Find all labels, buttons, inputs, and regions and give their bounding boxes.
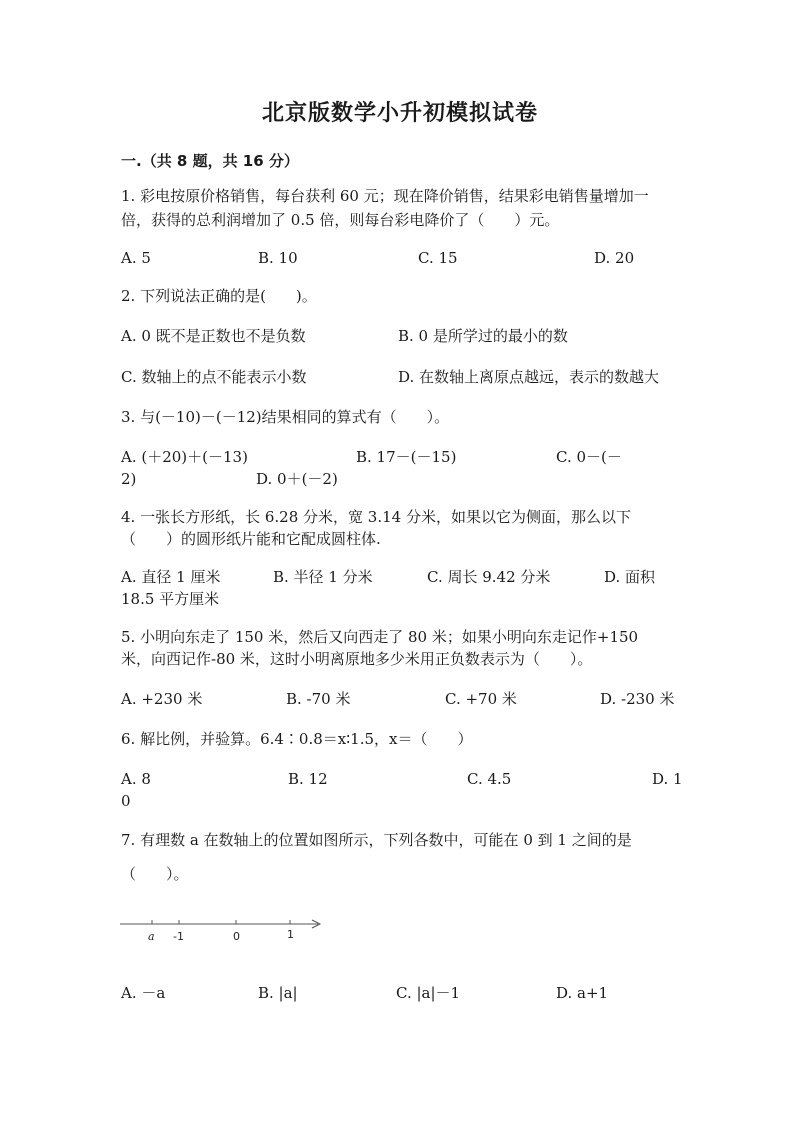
- question-6-option-d[interactable]: D. 1: [652, 770, 683, 788]
- question-4-line-1: 4. 一张长方形纸，长 6.28 分米，宽 3.14 分米，如果以它为侧面，那么以下: [121, 508, 631, 526]
- question-1-option-d[interactable]: D. 20: [594, 249, 635, 267]
- question-3-option-c[interactable]: C. 0－(－: [556, 448, 622, 466]
- question-3-option-b[interactable]: B. 17－(－15): [356, 448, 457, 466]
- number-line-figure: [118, 910, 328, 950]
- question-3-line-1: 3. 与(－10)－(－12)结果相同的算式有（ ）。: [121, 408, 450, 426]
- question-4-line-2: （ ）的圆形纸片能和它配成圆柱体.: [121, 530, 381, 548]
- question-6-line-1: 6. 解比例，并验算。6.4∶0.8＝x∶1.5，x＝（ ）: [121, 730, 473, 748]
- question-1-line-1: 1. 彩电按原价格销售，每台获利 60 元；现在降价销售，结果彩电销售量增加一: [121, 187, 649, 205]
- question-4-option-b[interactable]: B. 半径 1 分米: [273, 568, 373, 586]
- tick-label-a: a: [148, 930, 155, 943]
- section-heading: 一.（共 8 题，共 16 分）: [121, 152, 299, 170]
- question-4-option-a[interactable]: A. 直径 1 厘米: [121, 568, 221, 586]
- question-7-line-2: （ ）。: [121, 865, 189, 883]
- question-6-option-a[interactable]: A. 8: [121, 770, 151, 788]
- tick-label-0: 0: [233, 930, 240, 943]
- question-2-option-b[interactable]: B. 0 是所学过的最小的数: [398, 327, 568, 345]
- page-title: 北京版数学小升初模拟试卷: [261, 101, 538, 126]
- question-2-line-1: 2. 下列说法正确的是( )。: [121, 287, 317, 305]
- question-7-option-d[interactable]: D. a+1: [556, 984, 609, 1002]
- question-1-option-c[interactable]: C. 15: [418, 249, 458, 267]
- question-6-option-d-wrap: 0: [121, 792, 131, 810]
- question-5-option-d[interactable]: D. -230 米: [600, 690, 675, 708]
- question-4-option-d-wrap: 18.5 平方厘米: [121, 590, 220, 608]
- question-3-option-a[interactable]: A. (＋20)＋(－13): [121, 448, 248, 466]
- tick-label-minus-1: -1: [173, 930, 184, 943]
- question-6-option-b[interactable]: B. 12: [288, 770, 328, 788]
- tick-label-1: 1: [287, 928, 294, 941]
- question-4-option-c[interactable]: C. 周长 9.42 分米: [427, 568, 551, 586]
- question-2-option-c[interactable]: C. 数轴上的点不能表示小数: [121, 368, 307, 386]
- question-2-option-a[interactable]: A. 0 既不是正数也不是负数: [121, 327, 306, 345]
- question-3-option-d[interactable]: D. 0＋(－2): [256, 470, 338, 488]
- question-3-option-c-wrap: 2): [121, 470, 137, 488]
- question-1-line-2: 倍，获得的总利润增加了 0.5 倍，则每台彩电降价了（ ）元。: [121, 211, 560, 229]
- question-1-option-a[interactable]: A. 5: [121, 249, 151, 267]
- question-1-option-b[interactable]: B. 10: [258, 249, 298, 267]
- question-5-line-2: 米，向西记作-80 米，这时小明离原地多少米用正负数表示为（ ）。: [121, 650, 593, 668]
- question-5-line-1: 5. 小明向东走了 150 米，然后又向西走了 80 米；如果小明向东走记作+150: [121, 628, 639, 646]
- question-7-line-1: 7. 有理数 a 在数轴上的位置如图所示，下列各数中，可能在 0 到 1 之间的是: [121, 831, 632, 849]
- question-5-option-b[interactable]: B. -70 米: [286, 690, 351, 708]
- question-4-option-d[interactable]: D. 面积: [604, 568, 656, 586]
- question-6-option-c[interactable]: C. 4.5: [467, 770, 512, 788]
- question-7-option-b[interactable]: B. |a|: [258, 984, 298, 1002]
- question-2-option-d[interactable]: D. 在数轴上离原点越远，表示的数越大: [398, 368, 660, 386]
- question-7-option-c[interactable]: C. |a|－1: [396, 984, 461, 1002]
- question-5-option-a[interactable]: A. +230 米: [121, 690, 203, 708]
- question-7-option-a[interactable]: A. －a: [121, 984, 166, 1002]
- question-5-option-c[interactable]: C. +70 米: [445, 690, 517, 708]
